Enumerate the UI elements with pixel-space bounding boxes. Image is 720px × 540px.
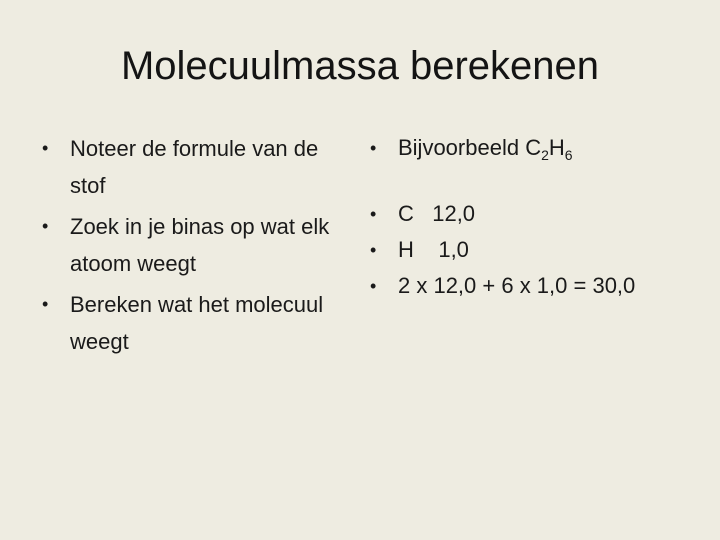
list-item xyxy=(364,232,704,268)
bullet-text: Noteer de formule van de stof xyxy=(70,136,319,198)
list-item xyxy=(36,130,336,204)
subscript-carbon: 2 xyxy=(541,147,549,163)
list-item xyxy=(36,208,336,282)
right-column xyxy=(364,130,704,304)
bullet-icon: • xyxy=(370,138,377,158)
slide-title: Molecuulmassa berekenen xyxy=(120,44,600,88)
list-item xyxy=(364,196,704,232)
bullet-text: Bereken wat het molecuul weegt xyxy=(70,292,324,354)
bullet-text: Zoek in je binas op wat elk atoom weegt xyxy=(70,214,330,276)
bullet-icon: • xyxy=(370,204,377,224)
example-prefix: Bijvoorbeeld C xyxy=(398,135,542,160)
list-item xyxy=(364,268,704,304)
bullet-icon: • xyxy=(42,294,49,314)
bullet-icon: • xyxy=(370,240,377,260)
carbon-mass: C 12,0 xyxy=(398,201,476,226)
subscript-hydrogen: 6 xyxy=(564,147,573,163)
left-bullet-list xyxy=(36,130,336,360)
left-column xyxy=(36,130,336,364)
bullet-icon: • xyxy=(42,216,49,236)
list-item xyxy=(364,130,704,166)
calculation: 2 x 12,0 + 6 x 1,0 = 30,0 xyxy=(398,273,636,298)
example-hydrogen: H xyxy=(548,135,565,160)
right-bullet-list xyxy=(364,130,704,304)
bullet-icon: • xyxy=(42,138,49,158)
list-item xyxy=(36,286,336,360)
hydrogen-mass: H 1,0 xyxy=(398,237,469,262)
bullet-icon: • xyxy=(370,276,377,296)
example-formula xyxy=(398,135,573,163)
